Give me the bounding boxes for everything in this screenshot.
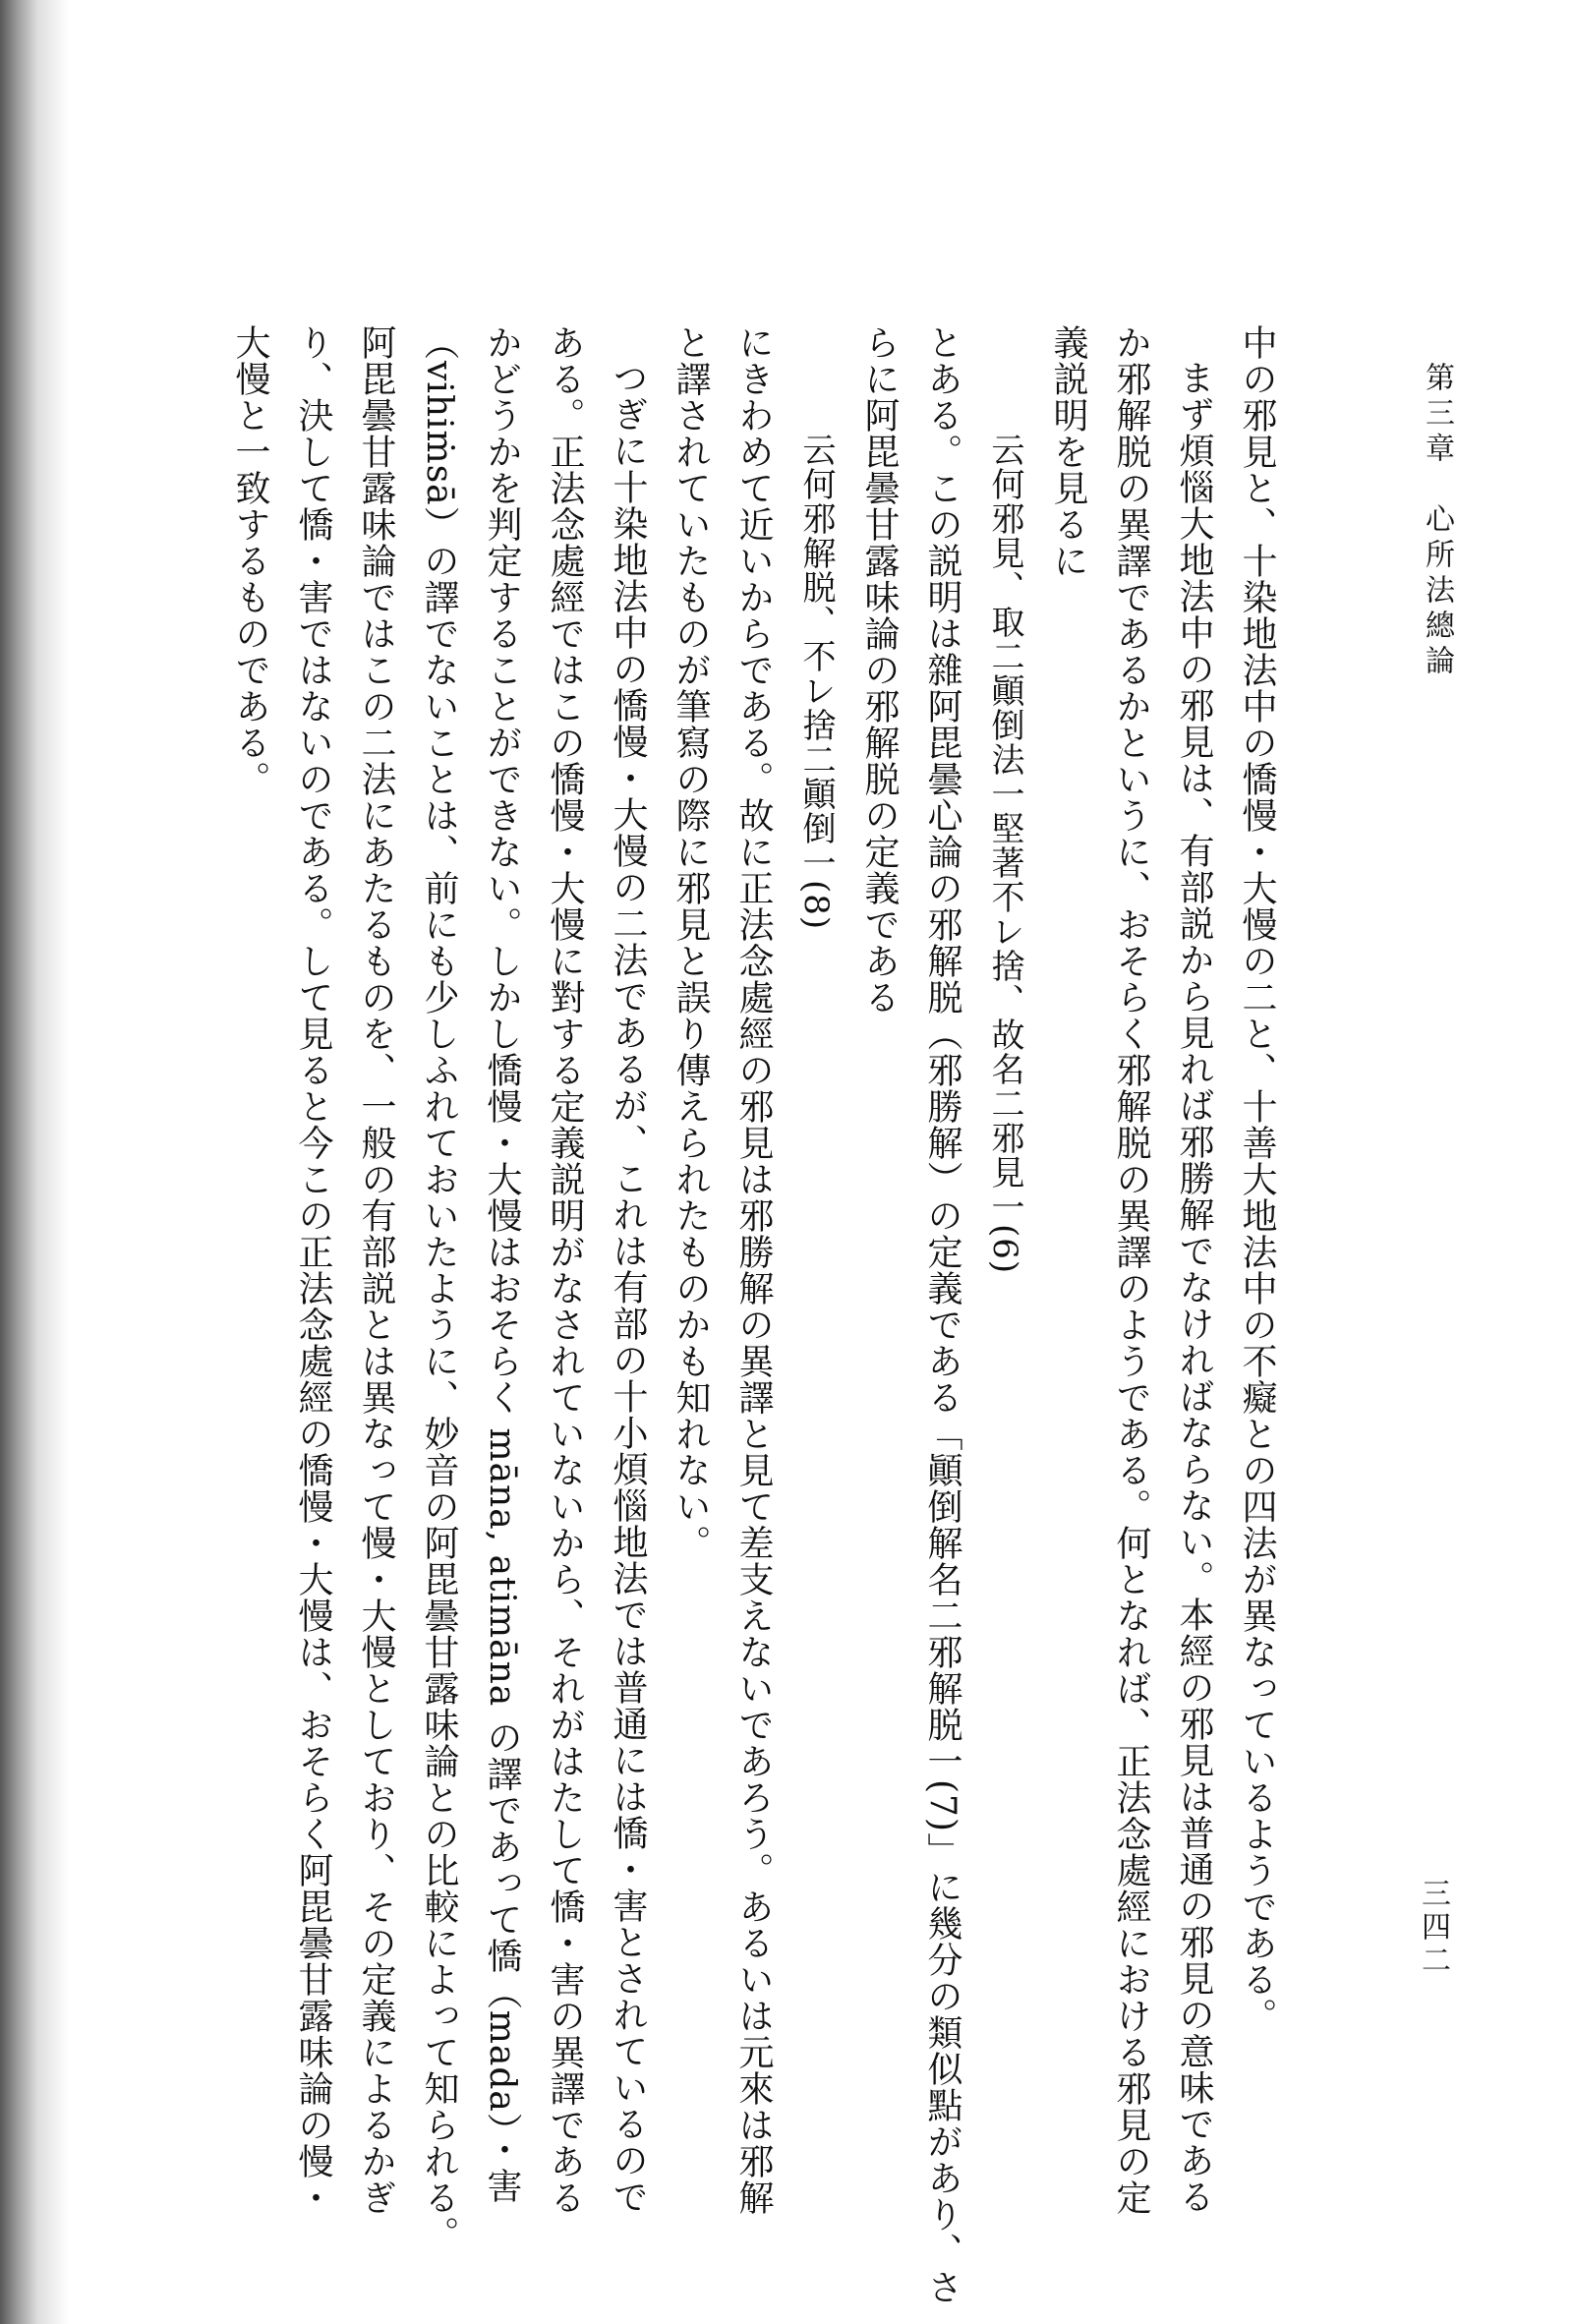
body-line: 阿毘曇甘露味論ではこの二法にあたるものを、一般の有部説とは異なって慢・大慢としており、その定義によるかぎ [356, 324, 396, 2216]
body-line: （vihiṁsā）の譯でないことは、前にも少しふれておいたように、妙音の阿毘曇甘露味論との比較によって知られる。 [419, 324, 459, 2252]
body-line: 大慢と一致するものである。 [230, 324, 270, 797]
body-line: 中の邪見と、十染地法中の憍慢・大慢の二と、十善大地法中の不癡との四法が異なっているようである。 [1237, 324, 1277, 2034]
body-line: まず煩惱大地法中の邪見は、有部説から見れば邪勝解でなければならない。本經の邪見は普通の邪見の意味である [1174, 360, 1214, 2215]
scan-edge-shadow [0, 0, 69, 2324]
body-line: らに阿毘曇甘露味論の邪解脱の定義である [859, 324, 900, 1016]
quoted-passage: 云何邪解脱、不レ捨二顚倒一(8) [796, 433, 836, 931]
body-line: 義説明を見るに [1048, 324, 1088, 579]
body-line: ある。正法念處經ではこの憍慢・大慢に對する定義説明がなされていないから、それがはたして憍・害の異譯である [545, 324, 585, 2216]
quoted-passage: 云何邪見、取二顚倒法一堅著不レ捨、故名二邪見一(6) [985, 433, 1024, 1275]
body-line: とある。この説明は雜阿毘曇心論の邪解脱（邪勝解）の定義である「顚倒解名二邪解脱一(7)」に幾分の類似點があり、さ [922, 324, 962, 2305]
body-line: か邪解脱の異譯であるかというに、おそらく邪解脱の異譯のようである。何となれば、正法念處經における邪見の定 [1111, 324, 1151, 2216]
body-line: にきわめて近いからである。故に正法念處經の邪見は邪勝解の異譯と見て差支えないであろう。あるいは元來は邪解 [733, 324, 774, 2216]
page-number: 三四二 [1416, 1878, 1450, 1978]
body-line: り、決して憍・害ではないのである。して見ると今この正法念處經の憍慢・大慢は、おそらく阿毘曇甘露味論の慢・ [293, 324, 333, 2216]
running-title: 第三章 心所法總論 [1420, 362, 1454, 680]
body-line: つぎに十染地法中の憍慢・大慢の二法であるが、これは有部の十小煩惱地法では普通には憍・害とされているので [608, 360, 648, 2215]
body-text [147, 324, 1288, 2305]
body-line: かどうかを判定することができない。しかし憍慢・大慢はおそらく māna, atimāna の譯であって憍（mada）・害 [482, 324, 522, 2204]
body-line: と譯されていたものが筆寫の際に邪見と誤り傳えられたものかも知れない。 [670, 324, 711, 1561]
